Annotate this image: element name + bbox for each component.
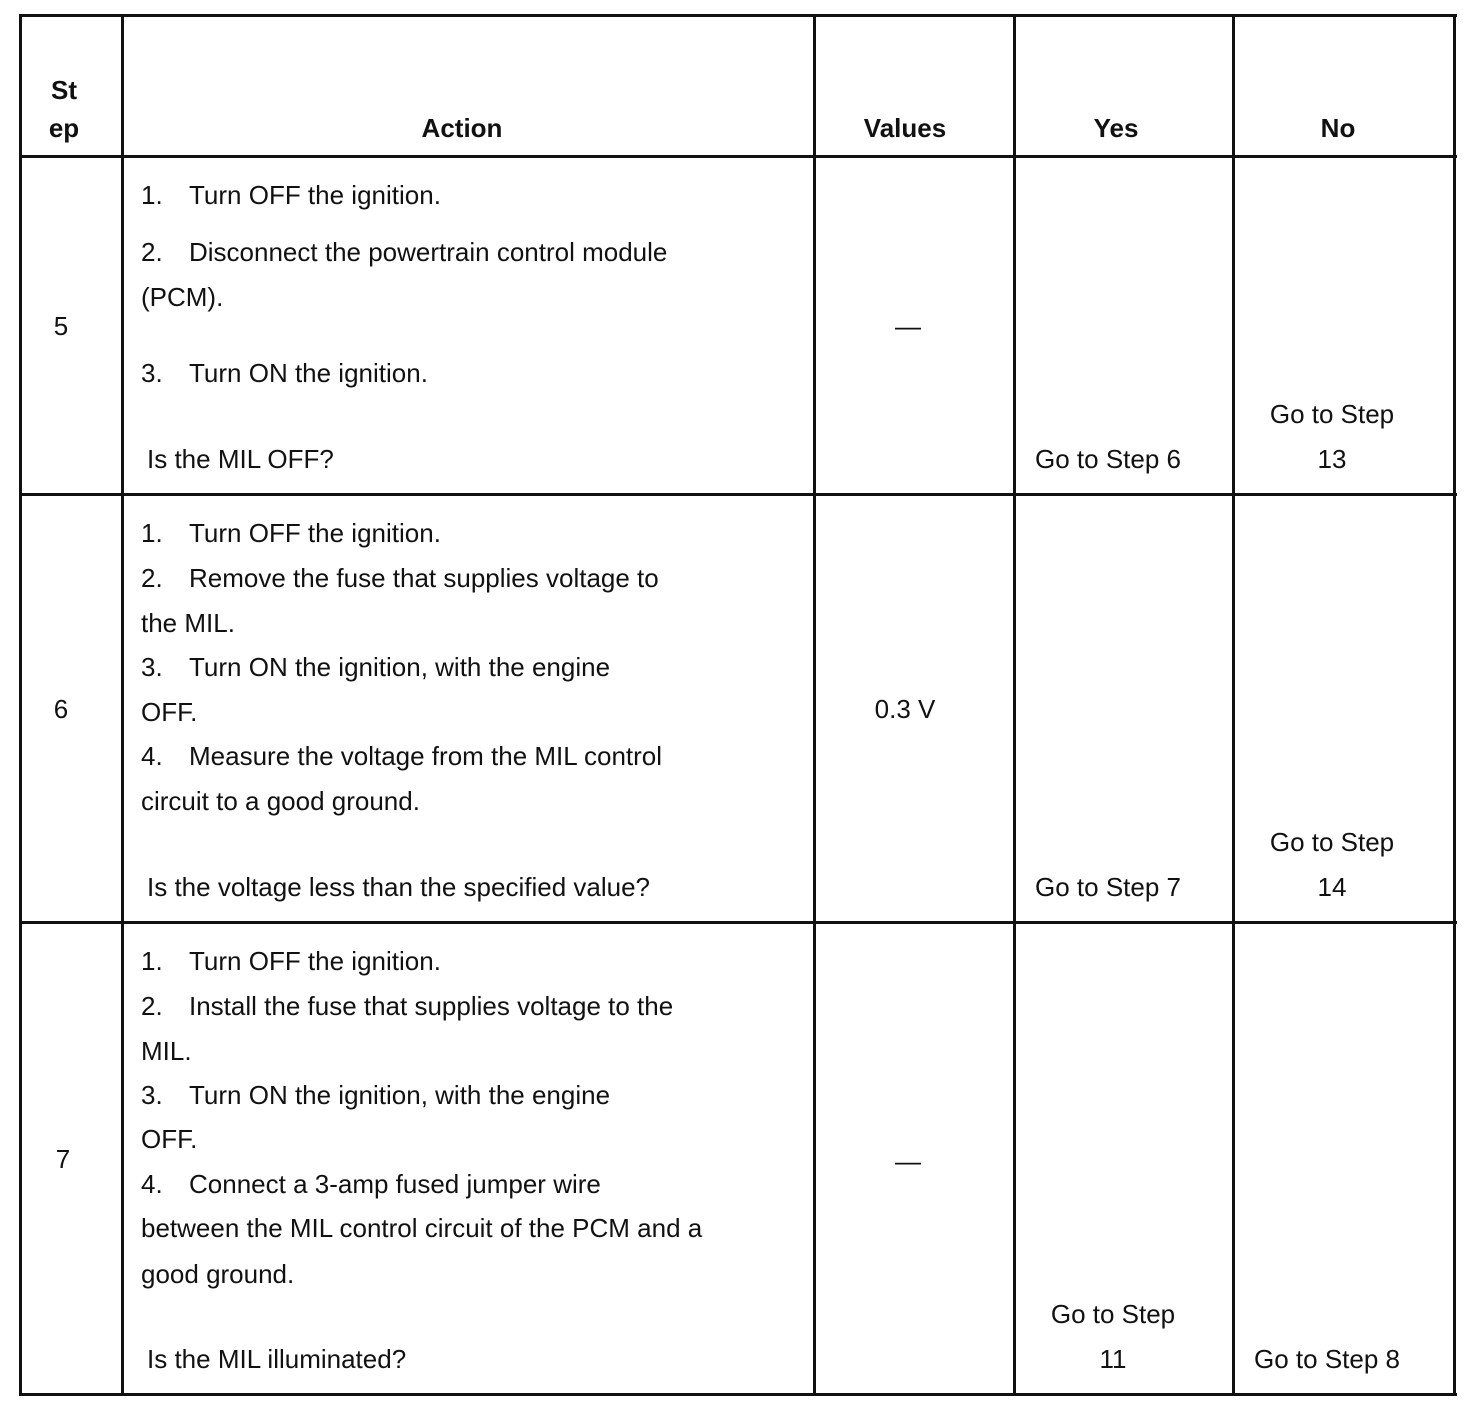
yes-result-line1: Go to Step — [1050, 1299, 1176, 1329]
action-text: OFF. — [141, 697, 198, 727]
action-line — [141, 786, 420, 816]
question-text: Is the MIL OFF? — [147, 444, 334, 474]
action-number: 3. — [141, 652, 163, 682]
action-line — [141, 991, 673, 1021]
action-line — [141, 652, 610, 682]
header-action: Action — [421, 113, 503, 143]
yes-result: Go to Step 7 — [1035, 872, 1181, 902]
action-text: between the MIL control circuit of the PCM and a — [141, 1213, 703, 1243]
no-result-line2: 13 — [1317, 444, 1347, 474]
action-text: good ground. — [141, 1259, 295, 1289]
action-number: 1. — [141, 180, 163, 210]
no-result-line1: Go to Step — [1269, 827, 1395, 857]
table-right-border — [1453, 14, 1456, 1396]
action-number: 3. — [141, 1080, 163, 1110]
table-top-border — [19, 14, 1457, 17]
action-number: 2. — [141, 563, 163, 593]
table-left-border — [19, 14, 22, 1396]
action-number: 3. — [141, 358, 163, 388]
action-text: Turn OFF the ignition. — [189, 946, 441, 976]
action-line — [141, 1124, 197, 1154]
action-text: Connect a 3-amp fused jumper wire — [189, 1169, 601, 1199]
action-number: 4. — [141, 741, 163, 771]
action-number: 2. — [141, 237, 163, 267]
action-number: 1. — [141, 946, 163, 976]
action-text: circuit to a good ground. — [141, 786, 420, 816]
step-number: 6 — [53, 694, 69, 724]
action-line — [141, 946, 441, 976]
action-line — [141, 180, 441, 210]
action-number: 1. — [141, 518, 163, 548]
header-step-line1: St — [51, 75, 77, 105]
action-line — [141, 1169, 601, 1199]
action-text: Install the fuse that supplies voltage to the — [189, 991, 674, 1021]
row-5-bottom-border — [19, 493, 1457, 496]
action-line — [141, 518, 441, 548]
action-text: Turn ON the ignition, with the engine — [189, 1080, 611, 1110]
question-text: Is the MIL illuminated? — [147, 1344, 407, 1374]
action-text: the MIL. — [141, 608, 235, 638]
action-line — [141, 1259, 294, 1289]
step-number: 7 — [55, 1144, 71, 1174]
no-result-line2: 14 — [1317, 872, 1347, 902]
action-line — [141, 1080, 610, 1110]
header-values: Values — [863, 113, 947, 143]
step-column-divider — [121, 14, 124, 1396]
action-text: Turn ON the ignition, with the engine — [189, 652, 611, 682]
action-text: (PCM). — [141, 282, 224, 312]
action-line — [141, 1213, 702, 1243]
yes-column-divider — [1232, 14, 1235, 1396]
header-bottom-border — [19, 155, 1457, 158]
action-line — [141, 697, 197, 727]
action-text: Measure the voltage from the MIL control — [189, 741, 663, 771]
action-text: Disconnect the powertrain control module — [189, 237, 668, 267]
yes-result-line2: 11 — [1099, 1344, 1127, 1374]
action-text: MIL. — [141, 1036, 192, 1066]
action-text: Turn OFF the ignition. — [189, 180, 441, 210]
value-text: 0.3 V — [874, 694, 936, 724]
action-line — [141, 741, 662, 771]
action-number: 4. — [141, 1169, 163, 1199]
table-bottom-border — [19, 1393, 1457, 1396]
yes-result: Go to Step 6 — [1035, 444, 1181, 474]
no-result: Go to Step 8 — [1254, 1344, 1400, 1374]
action-text: OFF. — [141, 1124, 198, 1154]
action-text: Turn ON the ignition. — [189, 358, 428, 388]
header-yes: Yes — [1093, 113, 1139, 143]
action-line — [141, 1036, 192, 1066]
action-line — [141, 608, 235, 638]
action-number: 2. — [141, 991, 163, 1021]
value-text: — — [895, 311, 921, 341]
values-column-divider — [1013, 14, 1016, 1396]
action-line — [141, 282, 223, 312]
action-line — [141, 237, 667, 267]
question-text: Is the voltage less than the specified value? — [147, 872, 650, 902]
action-column-divider — [813, 14, 816, 1396]
row-6-bottom-border — [19, 921, 1457, 924]
header-step-line2: ep — [48, 113, 80, 143]
step-number: 5 — [53, 311, 69, 341]
value-text: — — [895, 1146, 921, 1176]
no-result-line1: Go to Step — [1269, 399, 1395, 429]
action-line — [141, 358, 428, 388]
action-text: Turn OFF the ignition. — [189, 518, 441, 548]
action-line — [141, 563, 659, 593]
header-no: No — [1320, 113, 1356, 143]
action-text: Remove the fuse that supplies voltage to — [189, 563, 659, 593]
